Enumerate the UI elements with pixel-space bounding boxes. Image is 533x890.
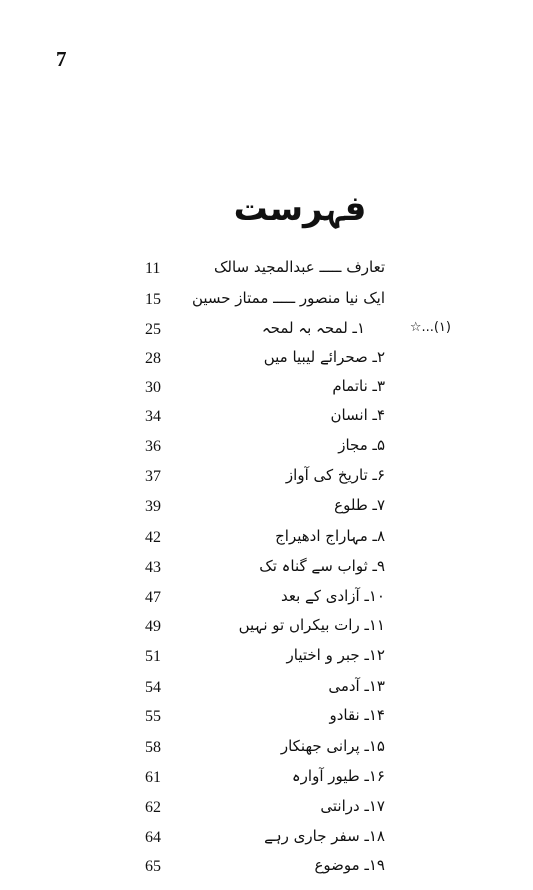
toc-entry: [0, 677, 533, 705]
toc-entry-title: ۷ـ طلوع: [334, 496, 385, 514]
toc-entry-title: ۱۴ـ نقادو: [329, 706, 385, 724]
toc-entry-title: ۱۶ـ طیور آوارہ: [291, 767, 385, 785]
toc-page-number: 49: [145, 618, 161, 635]
toc-page-number: 65: [145, 858, 161, 875]
toc-entry: [0, 557, 533, 585]
toc-entry-title: ۸ـ مہاراج ادھیراج: [275, 527, 385, 545]
toc-entry: [0, 348, 533, 376]
toc-page-number: 64: [145, 829, 161, 846]
toc-page-number: 51: [145, 648, 161, 665]
toc-entry-title: تعارف ـــــ عبدالمجید سالک: [213, 258, 385, 276]
toc-page-number: 34: [145, 408, 161, 425]
page-number: 7: [56, 47, 67, 71]
page-title: فہرست: [233, 189, 367, 229]
toc-entry-title: ۵ـ مجاز: [338, 436, 385, 454]
toc-entry: [0, 616, 533, 644]
toc-entry: [0, 377, 533, 405]
toc-entry-title: ۹ـ ثواب سے گناہ تک: [259, 557, 385, 575]
toc-entry: [0, 406, 533, 434]
toc-page-number: 37: [145, 468, 161, 485]
toc-entry: [0, 856, 533, 884]
toc-page-number: 58: [145, 739, 161, 756]
toc-entry: [0, 289, 533, 317]
toc-entry-title: ۱۸ـ سفر جاری رہے: [264, 827, 385, 845]
toc-entry-title: ۱۱ـ رات بیکراں تو نہیں: [238, 616, 385, 634]
toc-page-number: 61: [145, 769, 161, 786]
toc-page-number: 28: [145, 350, 161, 367]
toc-entry-title: ۱۰ـ آزادی کے بعد: [280, 587, 385, 605]
toc-entry-title: ایک نیا منصور ـــــ ممتاز حسین: [191, 289, 385, 307]
toc-entry: [0, 706, 533, 734]
toc-page-number: 47: [145, 589, 161, 606]
toc-entry: [0, 527, 533, 555]
toc-entry-title: ۱۲ـ جبر و اختیار: [286, 646, 385, 664]
toc-entry: [0, 319, 533, 347]
toc-entry: [0, 436, 533, 464]
toc-entry-title: ۱۷ـ درانتی: [320, 797, 385, 815]
toc-page-number: 30: [145, 379, 161, 396]
toc-entry-title: ۴ـ انسان: [330, 406, 385, 424]
toc-page-number: 15: [145, 291, 161, 308]
toc-page-number: 25: [145, 321, 161, 338]
toc-entry: [0, 496, 533, 524]
toc-page-number: 36: [145, 438, 161, 455]
toc-entry-title: ۳ـ ناتمام: [332, 377, 385, 395]
toc-entry-prefix: ☆...(۱): [409, 320, 451, 335]
toc-entry-title: ۱۹ـ موضوع: [314, 856, 385, 874]
toc-page-number: 42: [145, 529, 161, 546]
toc-page-number: 54: [145, 679, 161, 696]
toc-page-number: 11: [145, 260, 161, 277]
toc-page-number: 39: [145, 498, 161, 515]
toc-entry: [0, 258, 533, 286]
toc-entry: [0, 767, 533, 795]
toc-entry-title: ۱ـ لمحہ بہ لمحہ: [261, 319, 365, 337]
toc-page-number: 62: [145, 799, 161, 816]
toc-page-number: 43: [145, 559, 161, 576]
toc-entry-title: ۲ـ صحرائے لیبیا میں: [263, 348, 385, 366]
toc-entry: [0, 587, 533, 615]
toc-entry: [0, 827, 533, 855]
toc-entry: [0, 646, 533, 674]
toc-entry: [0, 797, 533, 825]
toc-entry: [0, 737, 533, 765]
toc-entry-title: ۶ـ تاریخ کی آواز: [285, 466, 385, 484]
toc-entry: [0, 466, 533, 494]
toc-page-number: 55: [145, 708, 161, 725]
toc-entry-title: ۱۵ـ پرانی جھنکار: [280, 737, 385, 755]
toc-entry-title: ۱۳ـ آدمی: [328, 677, 385, 695]
